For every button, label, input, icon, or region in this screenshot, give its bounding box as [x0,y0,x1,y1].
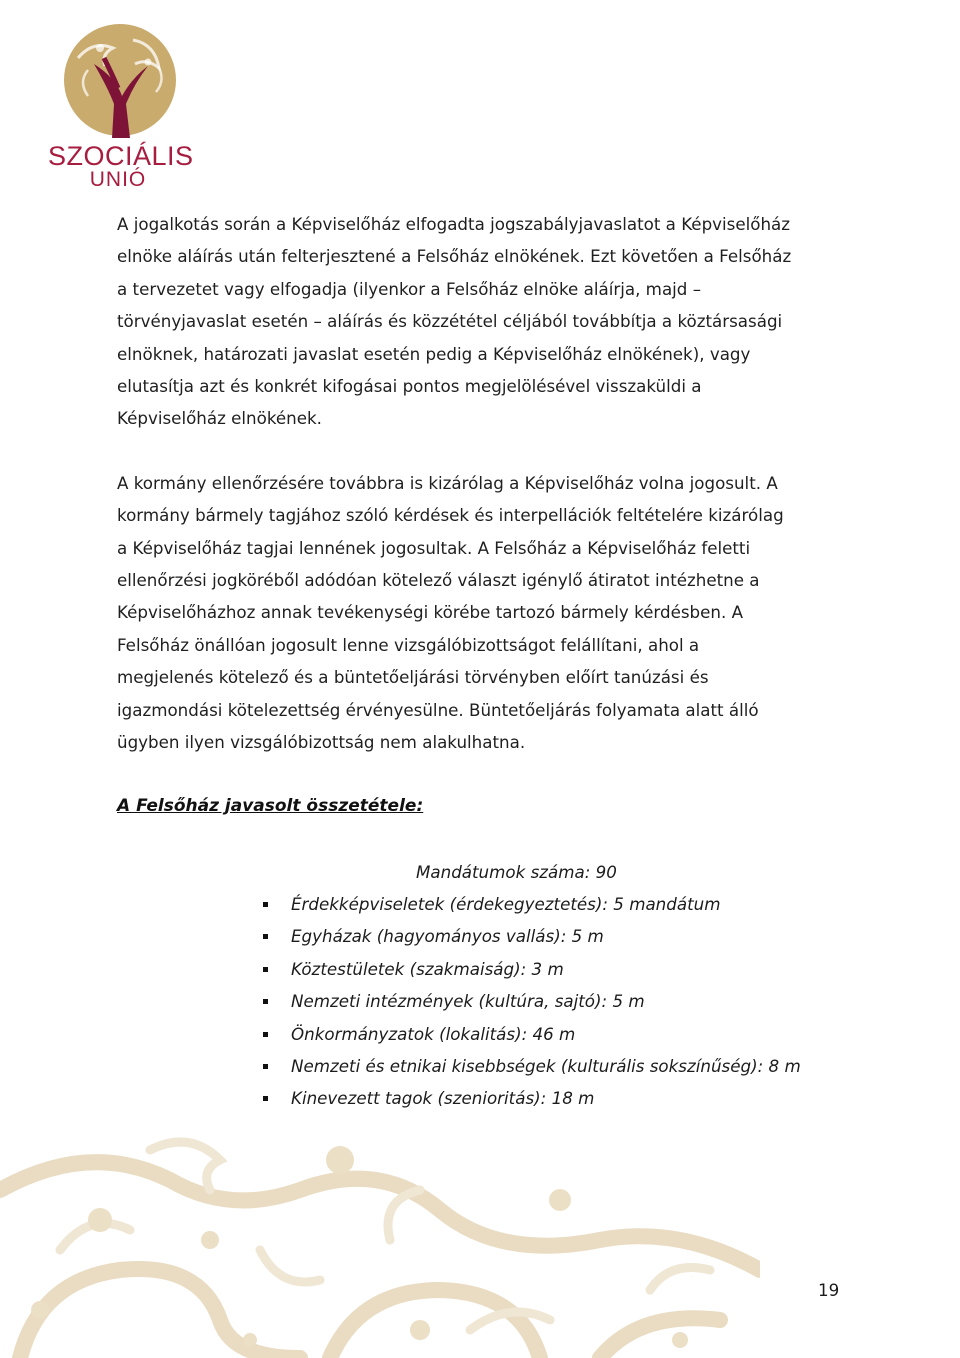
page-number: 19 [818,1280,840,1300]
bullet-icon [263,934,268,939]
composition-list [258,888,801,1115]
ornament-decoration [0,1120,760,1358]
main-content [117,208,845,759]
bullet-icon [263,902,268,907]
logo-line-1: SZOCIÁLIS [48,141,194,171]
paragraph-government-control: A kormány ellenőrzésére továbbra is kizárólag a Képviselőház volna jogosult. A kormány bármely tagjához szóló kérdések és interpellációk feltételére kizárólag a Képviselőház tagjai lennének jogosultak. A Felsőház a Képviselőház feletti ellenőrzési jogköréből adódóan kötelező választ igénylő átiratot intézhetne a Képviselőházhoz annak tevékenységi körébe tartozó bármely kérdésben. A Felsőház önállóan jogosult lenne vizsgálóbizottságot felállítani, ahol a megjelenés kötelező és a büntetőeljárási törvényben előírt tanúzási és igazmondási kötelezettség érvényesülne. Büntetőeljárás folyamata alatt álló ügyben ilyen vizsgálóbizottság nem alakulhatna. [117,472,784,753]
list-item [258,1082,801,1114]
bullet-icon [263,1064,268,1069]
list-item-text: Nemzeti és etnikai kisebbségek (kulturális sokszínűség): 8 m [291,1055,801,1076]
list-item [258,985,801,1017]
list-item-text: Önkormányzatok (lokalitás): 46 m [291,1023,576,1044]
list-item [258,1050,801,1082]
logo-line-2: UNIÓ [89,168,147,191]
list-item [258,953,801,985]
bullet-icon [263,999,268,1004]
list-item-text: Egyházak (hagyományos vallás): 5 m [291,926,604,947]
list-item [258,888,801,920]
list-item-text: Köztestületek (szakmaiság): 3 m [291,958,564,979]
bullet-icon [263,967,268,972]
list-item [258,920,801,952]
bullet-icon [263,1032,268,1037]
list-item-text: Kinevezett tagok (szenioritás): 18 m [291,1088,595,1109]
mandates-total: Mandátumok száma: 90 [416,862,617,882]
paragraph-legislation: A jogalkotás során a Képviselőház elfogadta jogszabályjavaslatot a Képviselőház elnöke aláírás után felterjesztené a Felsőház elnökének. Ezt követően a Felsőház a tervezetet vagy elfogadja (ilyenkor a Felsőház elnöke aláírja, majd – törvényjavaslat esetén – aláírás és közzététel céljából továbbítja a köztársasági elnöknek, határozati javaslat esetén pedig a Képviselőház elnökének), vagy elutasítja azt és konkrét kifogásai pontos megjelölésével visszaküldi a Képviselőház elnökének. [117,214,792,429]
bullet-icon [263,1096,268,1101]
section-heading: A Felsőház javasolt összetétele: [117,796,424,816]
list-item-text: Érdekképviseletek (érdekegyeztetés): 5 mandátum [291,894,721,914]
list-item-text: Nemzeti intézmények (kultúra, sajtó): 5 m [291,991,645,1012]
list-item [258,1018,801,1050]
